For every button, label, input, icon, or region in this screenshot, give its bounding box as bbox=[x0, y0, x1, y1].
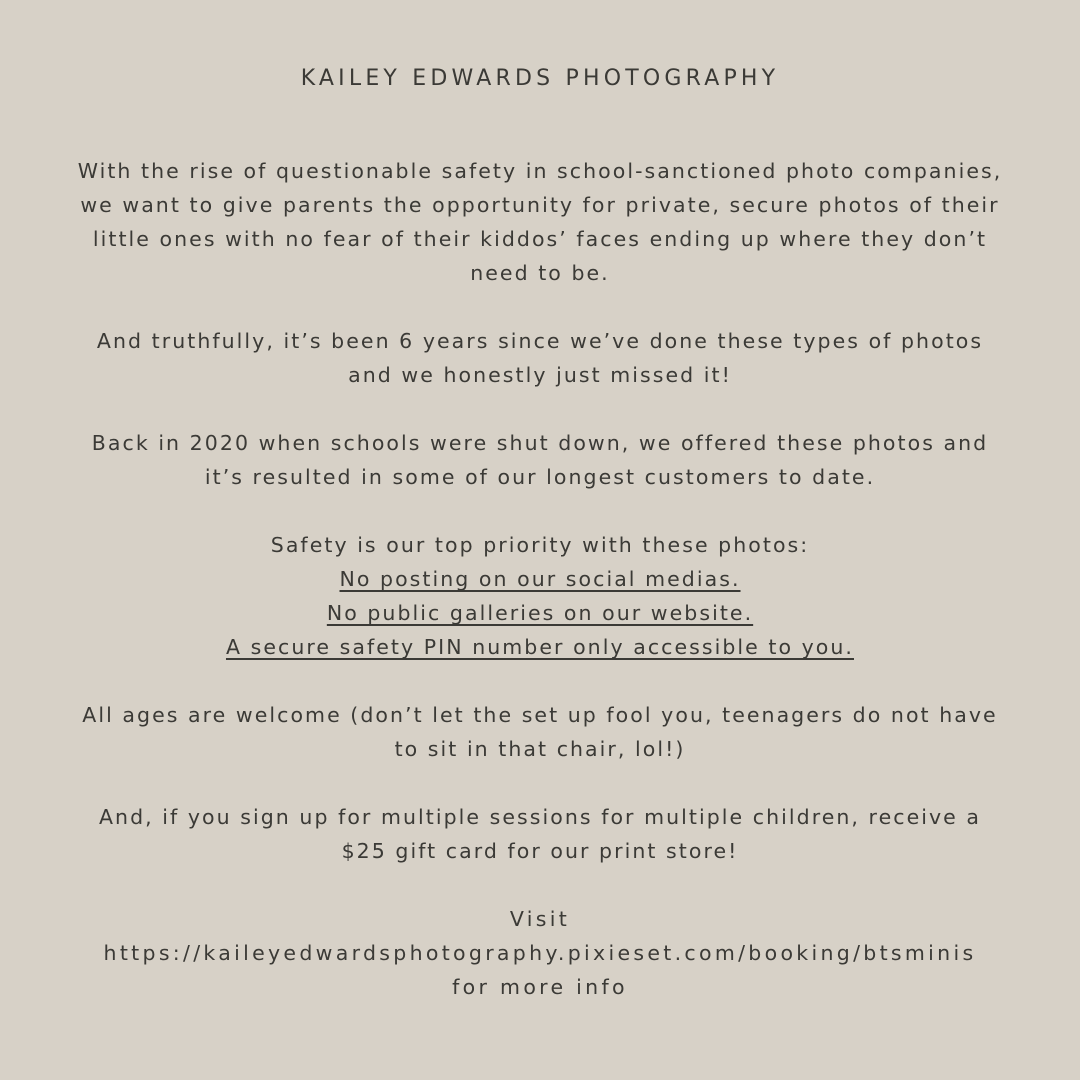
intro-paragraph bbox=[60, 154, 1020, 290]
safety-section bbox=[60, 528, 1020, 664]
intro-line: need to be. bbox=[470, 261, 610, 285]
ages-line: All ages are welcome (don’t let the set up fool you, teenagers do not have bbox=[82, 703, 998, 727]
visit-prefix: Visit bbox=[509, 907, 571, 931]
safety-item-text: A secure safety PIN number only accessible to you. bbox=[225, 635, 854, 659]
brand-title: KAILEY EDWARDS PHOTOGRAPHY bbox=[300, 66, 780, 91]
ages-line: to sit in that chair, lol!) bbox=[394, 737, 686, 761]
history-line: it’s resulted in some of our longest customers to date. bbox=[204, 465, 876, 489]
safety-item bbox=[60, 630, 1020, 664]
visit-paragraph bbox=[60, 902, 1020, 1004]
ages-paragraph bbox=[60, 698, 1020, 766]
flyer-body bbox=[60, 154, 1020, 1004]
offer-line: And, if you sign up for multiple sessions for multiple children, receive a bbox=[98, 805, 981, 829]
truthfully-line: and we honestly just missed it! bbox=[348, 363, 732, 387]
offer-line: $25 gift card for our print store! bbox=[341, 839, 739, 863]
safety-item-text: No public galleries on our website. bbox=[326, 601, 754, 625]
truthfully-line: And truthfully, it’s been 6 years since we’ve done these types of photos bbox=[96, 329, 984, 353]
intro-line: little ones with no fear of their kiddos’ faces ending up where they don’t bbox=[92, 227, 988, 251]
offer-paragraph bbox=[60, 800, 1020, 868]
visit-suffix: for more info bbox=[452, 975, 628, 999]
safety-heading: Safety is our top priority with these photos: bbox=[270, 533, 810, 557]
history-paragraph bbox=[60, 426, 1020, 494]
safety-item bbox=[60, 562, 1020, 596]
booking-url: https://kaileyedwardsphotography.pixieset.com/booking/btsminis bbox=[103, 941, 977, 965]
history-line: Back in 2020 when schools were shut down, we offered these photos and bbox=[91, 431, 989, 455]
intro-line: With the rise of questionable safety in school-sanctioned photo companies, bbox=[77, 159, 1003, 183]
intro-line: we want to give parents the opportunity for private, secure photos of their bbox=[80, 193, 1000, 217]
truthfully-paragraph bbox=[60, 324, 1020, 392]
safety-item-text: No posting on our social medias. bbox=[339, 567, 741, 591]
safety-item bbox=[60, 596, 1020, 630]
